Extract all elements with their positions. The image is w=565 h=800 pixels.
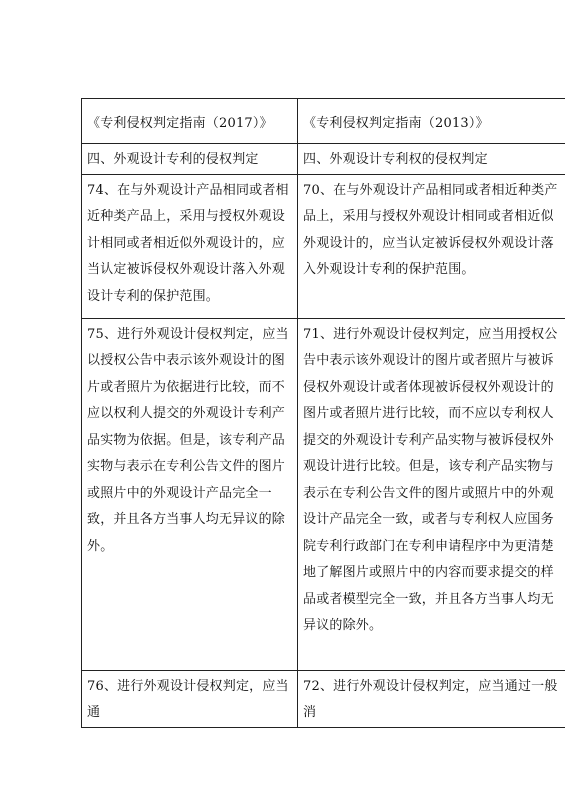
clause-text-2013: 72、进行外观设计侵权判定，应当通过一般消 — [303, 678, 558, 720]
section-heading-2017: 四、外观设计专利的侵权判定 — [87, 152, 259, 167]
section-heading-row — [82, 144, 565, 175]
clause-cell-2017 — [82, 174, 298, 318]
section-heading-2013: 四、外观设计专利权的侵权判定 — [303, 152, 488, 167]
clause-cell-2017 — [82, 670, 298, 727]
clause-cell-2017 — [82, 318, 298, 670]
clause-cell-2013 — [298, 670, 565, 727]
section-cell-2017 — [82, 144, 298, 175]
header-cell-2013 — [298, 99, 565, 144]
clause-text-2013: 70、在与外观设计产品相同或者相近种类产品上，采用与授权外观设计相同或者相近似外观设计的，应当认定被诉侵权外观设计落入外观设计专利的保护范围。 — [303, 182, 558, 277]
clause-cell-2013 — [298, 174, 565, 318]
table-row — [82, 174, 565, 318]
table-row — [82, 670, 565, 727]
comparison-table — [81, 98, 565, 728]
clause-text-2017: 76、进行外观设计侵权判定，应当通 — [87, 678, 289, 720]
header-title-2013: 《专利侵权判定指南（2013）》 — [303, 116, 489, 131]
table-header-row — [82, 99, 565, 144]
clause-text-2017: 74、在与外观设计产品相同或者相近种类产品上，采用与授权外观设计相同或者相近似外观设计的，应当认定被诉侵权外观设计落入外观设计专利的保护范围。 — [87, 182, 289, 304]
section-cell-2013 — [298, 144, 565, 175]
clause-cell-2013 — [298, 318, 565, 670]
header-title-2017: 《专利侵权判定指南（2017）》 — [87, 116, 273, 131]
clause-text-2013: 71、进行外观设计侵权判定，应当用授权公告中表示该外观设计的图片或者照片与被诉侵权外观设计或者体现被诉侵权外观设计的图片或者照片进行比较，而不应以专利权人提交的外观设计专利产品实物与被诉侵权外观设计进行比较。但是，该专利产品实物与表示在专利公告文件的图片或照片中的外观设计产品完全一致，或者与专利权人应国务院专利行政部门在专利申请程序中为更清楚地了解图片或照片中的内容而要求提交的样品或者模型完全一致，并且各方当事人均无异议的除外。 — [303, 326, 558, 633]
table-row — [82, 318, 565, 670]
header-cell-2017 — [82, 99, 298, 144]
clause-text-2017: 75、进行外观设计侵权判定，应当以授权公告中表示该外观设计的图片或者照片为依据进行比较，而不应以权利人提交的外观设计专利产品实物为依据。但是，该专利产品实物与表示在专利公告文件的图片或照片中的外观设计产品完全一致，并且各方当事人均无异议的除外。 — [87, 326, 289, 554]
